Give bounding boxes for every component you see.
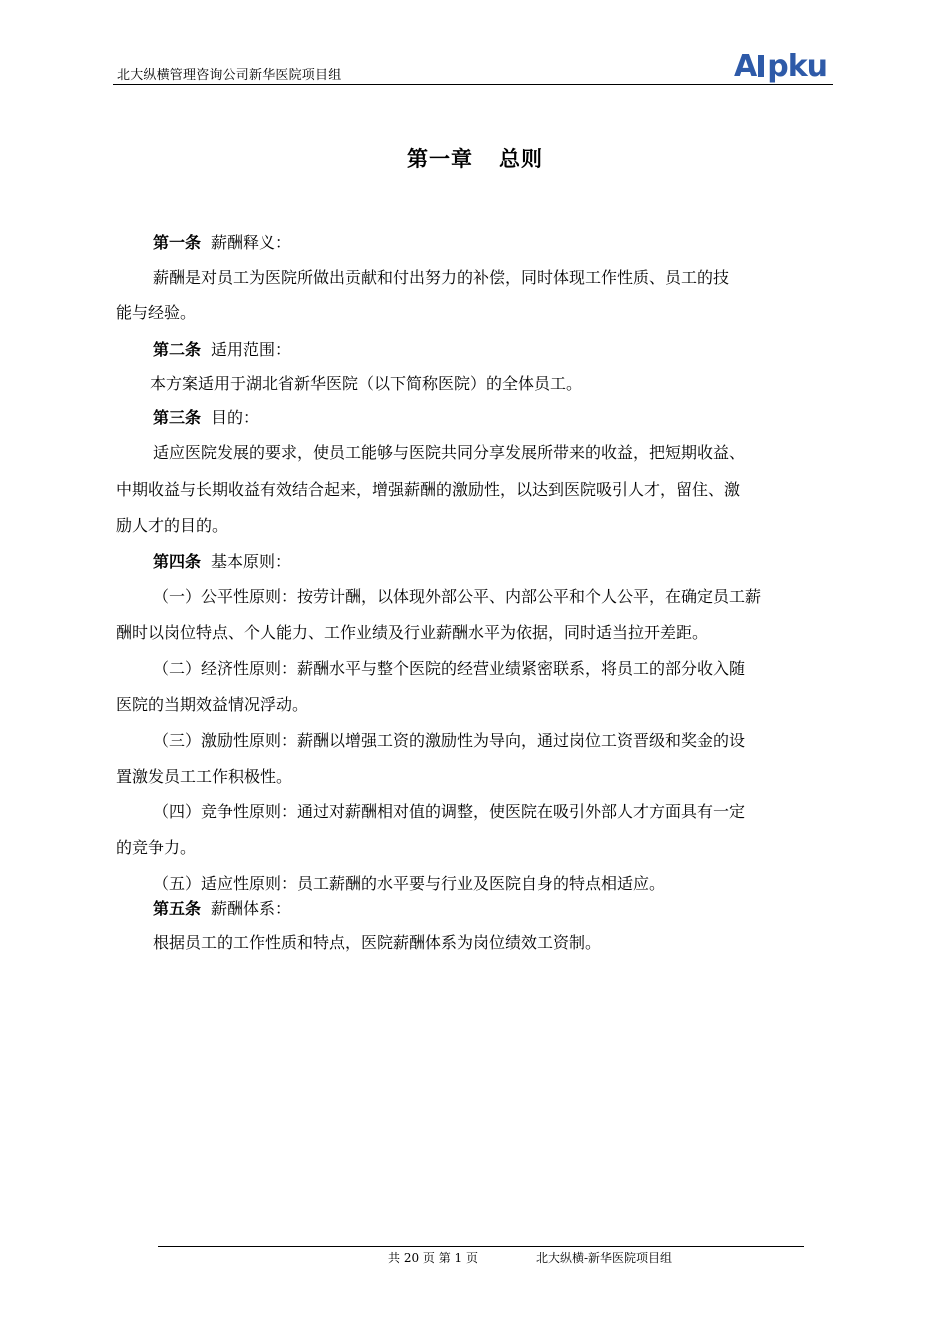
article-4-heading	[153, 552, 291, 572]
footer-divider	[158, 1246, 804, 1247]
footer-page-info: 共 20 页 第 1 页	[388, 1251, 478, 1265]
article-5-line-1: 根据员工的工作性质和特点，医院薪酬体系为岗位绩效工资制。	[153, 933, 602, 952]
logo-letter-a: A	[734, 49, 757, 84]
header-divider	[113, 84, 833, 85]
article-3-label: 第三条	[153, 408, 202, 427]
article-4-line-6: 置激发员工工作积极性。	[116, 767, 293, 786]
article-5-title: 薪酬体系：	[211, 899, 292, 918]
article-1-heading	[153, 233, 291, 253]
article-4-line-2: 酬时以岗位特点、个人能力、工作业绩及行业薪酬水平为依据，同时适当拉开差距。	[116, 623, 709, 642]
article-3-title: 目的：	[211, 408, 260, 427]
logo-bar-mark	[758, 55, 764, 77]
article-2-heading	[153, 340, 291, 360]
article-1-label: 第一条	[153, 233, 202, 252]
article-4-line-3: （二）经济性原则：薪酬水平与整个医院的经营业绩紧密联系，将员工的部分收入随	[153, 659, 746, 678]
article-3-line-3: 励人才的目的。	[116, 516, 229, 535]
article-2-title: 适用范围：	[211, 340, 292, 359]
article-4-line-7: （四）竞争性原则：通过对薪酬相对值的调整，使医院在吸引外部人才方面具有一定	[153, 802, 746, 821]
article-1-title: 薪酬释义：	[211, 233, 292, 252]
article-1-line-2: 能与经验。	[116, 303, 197, 322]
article-5-heading	[153, 899, 291, 919]
article-4-title: 基本原则：	[211, 552, 292, 571]
company-logo	[734, 50, 827, 84]
chapter-number: 第一章	[407, 147, 473, 171]
article-2-line-1: 本方案适用于湖北省新华医院（以下简称医院）的全体员工。	[150, 374, 583, 393]
article-4-line-1: （一）公平性原则：按劳计酬，以体现外部公平、内部公平和个人公平，在确定员工薪	[153, 587, 762, 606]
article-4-label: 第四条	[153, 552, 202, 571]
logo-text-pku: pku	[767, 49, 828, 84]
article-2-label: 第二条	[153, 340, 202, 359]
article-4-line-4: 医院的当期效益情况浮动。	[116, 695, 309, 714]
chapter-title	[0, 143, 950, 173]
article-3-line-2: 中期收益与长期收益有效结合起来，增强薪酬的激励性，以达到医院吸引人才，留住、激	[116, 480, 741, 499]
article-4-line-5: （三）激励性原则：薪酬以增强工资的激励性为导向，通过岗位工资晋级和奖金的设	[153, 731, 746, 750]
footer-company: 北大纵横-新华医院项目组	[536, 1251, 673, 1265]
article-5-label: 第五条	[153, 899, 202, 918]
header-company-project: 北大纵横管理咨询公司新华医院项目组	[117, 68, 342, 83]
article-3-line-1: 适应医院发展的要求，使员工能够与医院共同分享发展所带来的收益，把短期收益、	[153, 443, 746, 462]
article-3-heading	[153, 408, 259, 428]
article-4-line-9: （五）适应性原则：员工薪酬的水平要与行业及医院自身的特点相适应。	[153, 874, 666, 893]
article-1-line-1: 薪酬是对员工为医院所做出贡献和付出努力的补偿，同时体现工作性质、员工的技	[153, 268, 730, 287]
article-4-line-8: 的竞争力。	[116, 838, 197, 857]
chapter-name: 总则	[499, 147, 543, 171]
